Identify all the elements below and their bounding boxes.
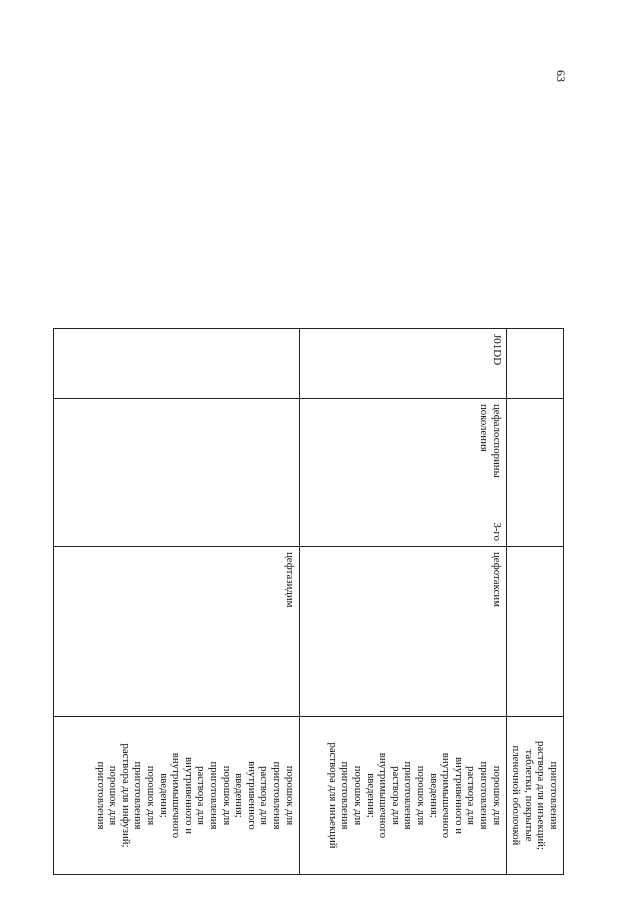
page-number: 63: [554, 70, 568, 82]
drug-name-cell: цефотаксим: [299, 547, 506, 717]
group-cell: [53, 399, 299, 547]
form-line: приготовления: [402, 761, 415, 830]
atc-code-cell: [53, 329, 299, 399]
atc-code-cell: J01DD: [299, 329, 506, 399]
form-line: внутримышечного: [377, 752, 390, 839]
table-row: [53, 329, 299, 875]
form-line: таблетки, покрытые: [522, 749, 535, 842]
atc-code-cell: [506, 329, 563, 399]
form-line: приготовления: [208, 761, 221, 830]
group-cell: [506, 399, 563, 547]
dosage-form-cell: [299, 717, 506, 875]
form-line: порошок для: [145, 765, 158, 826]
form-line: приготовления: [271, 761, 284, 830]
form-line: порошок для: [107, 765, 120, 826]
form-line: введения;: [427, 773, 440, 818]
form-line: введения;: [233, 773, 246, 818]
form-line: раствора для: [258, 766, 271, 825]
rotated-table: [54, 328, 564, 874]
form-line: порошок для: [352, 765, 365, 826]
form-line: введения;: [157, 773, 170, 818]
form-line: внутримышечного: [170, 752, 183, 839]
form-line: пленочной оболочкой: [510, 745, 523, 846]
group-name-word: поколения: [478, 404, 491, 452]
drug-table: [53, 328, 564, 875]
form-line: внутримышечного: [440, 752, 453, 839]
form-line: внутривенного и: [452, 756, 465, 835]
form-line: раствора для инъекций: [326, 742, 339, 849]
group-cell: [299, 399, 506, 547]
form-line: раствора для: [465, 766, 478, 825]
form-line: приготовления: [132, 761, 145, 830]
drug-name-cell: цефтазидим: [53, 547, 299, 717]
form-line: раствора для инъекций;: [535, 740, 548, 851]
form-line: внутривенного и: [182, 756, 195, 835]
form-line: порошок для: [490, 765, 503, 826]
form-line: порошок для: [220, 765, 233, 826]
table-row: [299, 329, 506, 875]
group-name-word: цефалоспорины: [490, 404, 503, 478]
form-line: приготовления: [478, 761, 491, 830]
form-line: внутривенного: [245, 761, 258, 830]
dosage-form-cell: [53, 717, 299, 875]
form-line: порошок для: [283, 765, 296, 826]
form-line: раствора для инфузий;: [119, 743, 132, 848]
table-container: [54, 328, 564, 874]
form-line: раствора для: [389, 766, 402, 825]
form-line: порошок для: [415, 765, 428, 826]
form-line: приготовления: [548, 761, 560, 830]
drug-name-cell: [506, 547, 563, 717]
form-line: введения;: [364, 773, 377, 818]
group-name-word: 3-го: [490, 522, 503, 541]
table-row: [506, 329, 563, 875]
form-line: приготовления: [94, 761, 107, 830]
form-line: приготовления: [339, 761, 352, 830]
form-line: раствора для: [195, 766, 208, 825]
dosage-form-cell: [506, 717, 563, 875]
